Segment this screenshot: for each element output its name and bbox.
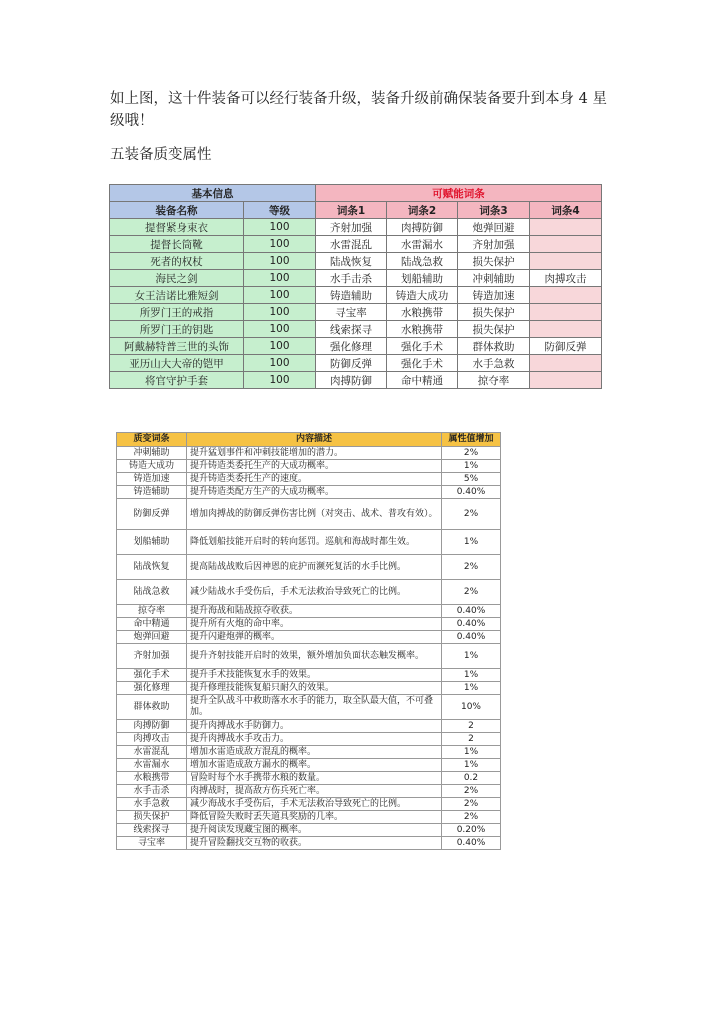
description-cell: 提升冒险翻找交互物的收获。 (187, 837, 442, 850)
affix-cell: 水粮携带 (387, 321, 458, 338)
value-cell: 0.40% (442, 605, 501, 618)
value-cell: 2% (442, 580, 501, 605)
affix-cell: 水手急救 (458, 355, 530, 372)
col-header-affix2: 词条2 (387, 202, 458, 219)
value-cell: 2% (442, 785, 501, 798)
value-cell: 2% (442, 811, 501, 824)
level-cell: 100 (244, 304, 316, 321)
table-row (117, 785, 501, 798)
affix-name-cell: 肉搏攻击 (117, 733, 187, 746)
table-row (117, 811, 501, 824)
level-cell: 100 (244, 355, 316, 372)
table-row (117, 486, 501, 499)
affix-name-cell: 划船辅助 (117, 530, 187, 555)
affix-cell: 掠夺率 (458, 372, 530, 389)
description-cell: 提升海战和陆战掠夺收获。 (187, 605, 442, 618)
value-cell: 0.20% (442, 824, 501, 837)
table-row (110, 338, 602, 355)
description-cell: 提升铸造类配方生产的大成功概率。 (187, 486, 442, 499)
group-basic-header: 基本信息 (110, 185, 316, 202)
level-cell: 100 (244, 219, 316, 236)
description-cell: 减少海战水手受伤后，手术无法救治导致死亡的比例。 (187, 798, 442, 811)
description-cell: 提升所有火炮的命中率。 (187, 618, 442, 631)
description-cell: 提升肉搏战水手攻击力。 (187, 733, 442, 746)
equipment-name-cell: 提督紧身束衣 (110, 219, 244, 236)
table-row (110, 253, 602, 270)
affix-cell: 损失保护 (458, 321, 530, 338)
description-cell: 提升阅读发现藏宝图的概率。 (187, 824, 442, 837)
equipment-name-cell: 阿戴赫特普三世的头饰 (110, 338, 244, 355)
level-cell: 100 (244, 321, 316, 338)
affix-cell: 齐射加强 (458, 236, 530, 253)
table-row (117, 746, 501, 759)
value-cell: 0.40% (442, 631, 501, 644)
table-row (110, 304, 602, 321)
affix-name-cell: 强化修理 (117, 682, 187, 695)
table-row (117, 530, 501, 555)
affix-cell: 防御反弹 (530, 338, 602, 355)
value-cell: 1% (442, 746, 501, 759)
affix-cell: 齐射加强 (316, 219, 387, 236)
attr-col-header-desc: 内容描述 (187, 433, 442, 447)
affix-cell (530, 253, 602, 270)
value-cell: 1% (442, 460, 501, 473)
equipment-table (109, 184, 602, 389)
affix-cell: 铸造大成功 (387, 287, 458, 304)
affix-cell: 肉搏攻击 (530, 270, 602, 287)
affix-cell: 强化手术 (387, 355, 458, 372)
value-cell: 1% (442, 669, 501, 682)
table-row (117, 798, 501, 811)
table-row (117, 644, 501, 669)
table-row (117, 555, 501, 580)
affix-cell: 寻宝率 (316, 304, 387, 321)
affix-cell: 肉搏防御 (316, 372, 387, 389)
value-cell: 5% (442, 473, 501, 486)
table-row (110, 287, 602, 304)
description-cell: 提升闪避炮弹的概率。 (187, 631, 442, 644)
affix-cell: 陆战恢复 (316, 253, 387, 270)
affix-cell (530, 321, 602, 338)
affix-name-cell: 水雷漏水 (117, 759, 187, 772)
attr-col-header-affix: 质变词条 (117, 433, 187, 447)
table-row (117, 499, 501, 530)
table-row (110, 219, 602, 236)
col-header-affix4: 词条4 (530, 202, 602, 219)
affix-name-cell: 命中精通 (117, 618, 187, 631)
affix-name-cell: 齐射加强 (117, 644, 187, 669)
table-row (117, 460, 501, 473)
description-cell: 冒险时每个水手携带水粮的数量。 (187, 772, 442, 785)
affix-name-cell: 线索探寻 (117, 824, 187, 837)
value-cell: 1% (442, 682, 501, 695)
value-cell: 1% (442, 530, 501, 555)
attr-header-row (117, 433, 501, 447)
affix-cell: 铸造辅助 (316, 287, 387, 304)
value-cell: 0.2 (442, 772, 501, 785)
affix-cell: 划船辅助 (387, 270, 458, 287)
table-row (117, 772, 501, 785)
affix-cell: 水雷漏水 (387, 236, 458, 253)
description-cell: 提升铸造类委托生产的大成功概率。 (187, 460, 442, 473)
affix-name-cell: 铸造大成功 (117, 460, 187, 473)
value-cell: 1% (442, 644, 501, 669)
description-cell: 提高陆战战败后因神恩的庇护而濒死复活的水手比例。 (187, 555, 442, 580)
value-cell: 0.40% (442, 837, 501, 850)
level-cell: 100 (244, 287, 316, 304)
affix-cell (530, 236, 602, 253)
affix-cell: 线索探寻 (316, 321, 387, 338)
description-cell: 减少陆战水手受伤后，手术无法救治导致死亡的比例。 (187, 580, 442, 605)
attr-col-header-value: 属性值增加 (442, 433, 501, 447)
affix-name-cell: 防御反弹 (117, 499, 187, 530)
affix-name-cell: 陆战急救 (117, 580, 187, 605)
table-row (117, 447, 501, 460)
table-row (117, 759, 501, 772)
value-cell: 0.40% (442, 486, 501, 499)
section-heading: 五装备质变属性 (110, 147, 212, 163)
affix-cell: 损失保护 (458, 253, 530, 270)
value-cell: 2% (442, 499, 501, 530)
value-cell: 2 (442, 720, 501, 733)
equipment-name-cell: 亚历山大大帝的铠甲 (110, 355, 244, 372)
table-row (110, 270, 602, 287)
affix-name-cell: 寻宝率 (117, 837, 187, 850)
col-header-level: 等级 (244, 202, 316, 219)
affix-cell: 命中精通 (387, 372, 458, 389)
column-header-row (110, 202, 602, 219)
affix-cell (530, 219, 602, 236)
level-cell: 100 (244, 372, 316, 389)
attribute-table (116, 432, 501, 850)
group-enchant-header: 可赋能词条 (316, 185, 602, 202)
description-cell: 提升猛划事件和冲刺技能增加的潜力。 (187, 447, 442, 460)
affix-name-cell: 肉搏防御 (117, 720, 187, 733)
table-row (117, 720, 501, 733)
affix-name-cell: 强化手术 (117, 669, 187, 682)
description-cell: 提升肉搏战水手防御力。 (187, 720, 442, 733)
equipment-name-cell: 将官守护手套 (110, 372, 244, 389)
affix-name-cell: 铸造加速 (117, 473, 187, 486)
table-row (110, 321, 602, 338)
col-header-affix1: 词条1 (316, 202, 387, 219)
affix-cell: 群体救助 (458, 338, 530, 355)
affix-cell (530, 304, 602, 321)
level-cell: 100 (244, 236, 316, 253)
affix-name-cell: 水粮携带 (117, 772, 187, 785)
affix-name-cell: 铸造辅助 (117, 486, 187, 499)
affix-cell: 铸造加速 (458, 287, 530, 304)
table-row (117, 473, 501, 486)
equipment-name-cell: 所罗门王的钥匙 (110, 321, 244, 338)
affix-cell (530, 287, 602, 304)
description-cell: 提升齐射技能开启时的效果，额外增加负面状态触发概率。 (187, 644, 442, 669)
col-header-name: 装备名称 (110, 202, 244, 219)
table-row (117, 618, 501, 631)
table-row (117, 837, 501, 850)
group-header-row (110, 185, 602, 202)
table-row (117, 669, 501, 682)
table-row (117, 824, 501, 837)
affix-name-cell: 水手击杀 (117, 785, 187, 798)
affix-name-cell: 群体救助 (117, 695, 187, 720)
description-cell: 提升全队战斗中救助落水水手的能力，取全队最大值，不可叠加。 (187, 695, 442, 720)
table-row (110, 236, 602, 253)
table-row (117, 631, 501, 644)
affix-cell: 肉搏防御 (387, 219, 458, 236)
value-cell: 1% (442, 759, 501, 772)
table-row (117, 682, 501, 695)
affix-cell: 水雷混乱 (316, 236, 387, 253)
table-row (110, 372, 602, 389)
affix-name-cell: 炮弹回避 (117, 631, 187, 644)
value-cell: 2% (442, 555, 501, 580)
description-cell: 增加水雷造成敌方漏水的概率。 (187, 759, 442, 772)
affix-name-cell: 陆战恢复 (117, 555, 187, 580)
equipment-name-cell: 女王洁诺比雅短剑 (110, 287, 244, 304)
affix-cell: 水粮携带 (387, 304, 458, 321)
affix-cell: 炮弹回避 (458, 219, 530, 236)
level-cell: 100 (244, 338, 316, 355)
equipment-name-cell: 所罗门王的戒指 (110, 304, 244, 321)
value-cell: 2% (442, 798, 501, 811)
affix-cell: 损失保护 (458, 304, 530, 321)
equipment-name-cell: 海民之剑 (110, 270, 244, 287)
affix-name-cell: 掠夺率 (117, 605, 187, 618)
description-cell: 提升修理技能恢复船只耐久的效果。 (187, 682, 442, 695)
table-row (117, 605, 501, 618)
affix-name-cell: 冲刺辅助 (117, 447, 187, 460)
level-cell: 100 (244, 270, 316, 287)
value-cell: 2 (442, 733, 501, 746)
affix-cell (530, 372, 602, 389)
description-cell: 增加水雷造成敌方混乱的概率。 (187, 746, 442, 759)
value-cell: 10% (442, 695, 501, 720)
col-header-affix3: 词条3 (458, 202, 530, 219)
equipment-name-cell: 提督长筒靴 (110, 236, 244, 253)
description-cell: 降低冒险失败时丢失道具奖励的几率。 (187, 811, 442, 824)
affix-cell (530, 355, 602, 372)
affix-cell: 强化手术 (387, 338, 458, 355)
equipment-name-cell: 死者的权杖 (110, 253, 244, 270)
affix-cell: 冲刺辅助 (458, 270, 530, 287)
table-row (117, 580, 501, 605)
description-cell: 提升手术技能恢复水手的效果。 (187, 669, 442, 682)
description-cell: 降低划船技能开启时的转向惩罚。巡航和海战时都生效。 (187, 530, 442, 555)
description-cell: 提升铸造类委托生产的速度。 (187, 473, 442, 486)
affix-cell: 防御反弹 (316, 355, 387, 372)
level-cell: 100 (244, 253, 316, 270)
value-cell: 0.40% (442, 618, 501, 631)
affix-name-cell: 水雷混乱 (117, 746, 187, 759)
table-row (117, 695, 501, 720)
description-cell: 增加肉搏战的防御反弹伤害比例（对突击、战术、普攻有效）。 (187, 499, 442, 530)
affix-name-cell: 水手急救 (117, 798, 187, 811)
affix-cell: 强化修理 (316, 338, 387, 355)
table-row (110, 355, 602, 372)
intro-text: 如上图，这十件装备可以经行装备升级，装备升级前确保装备要升到本身 4 星级哦！ (110, 91, 607, 129)
affix-cell: 水手击杀 (316, 270, 387, 287)
description-cell: 肉搏战时，提高敌方伤兵死亡率。 (187, 785, 442, 798)
affix-cell: 陆战急救 (387, 253, 458, 270)
table-row (117, 733, 501, 746)
value-cell: 2% (442, 447, 501, 460)
affix-name-cell: 损失保护 (117, 811, 187, 824)
